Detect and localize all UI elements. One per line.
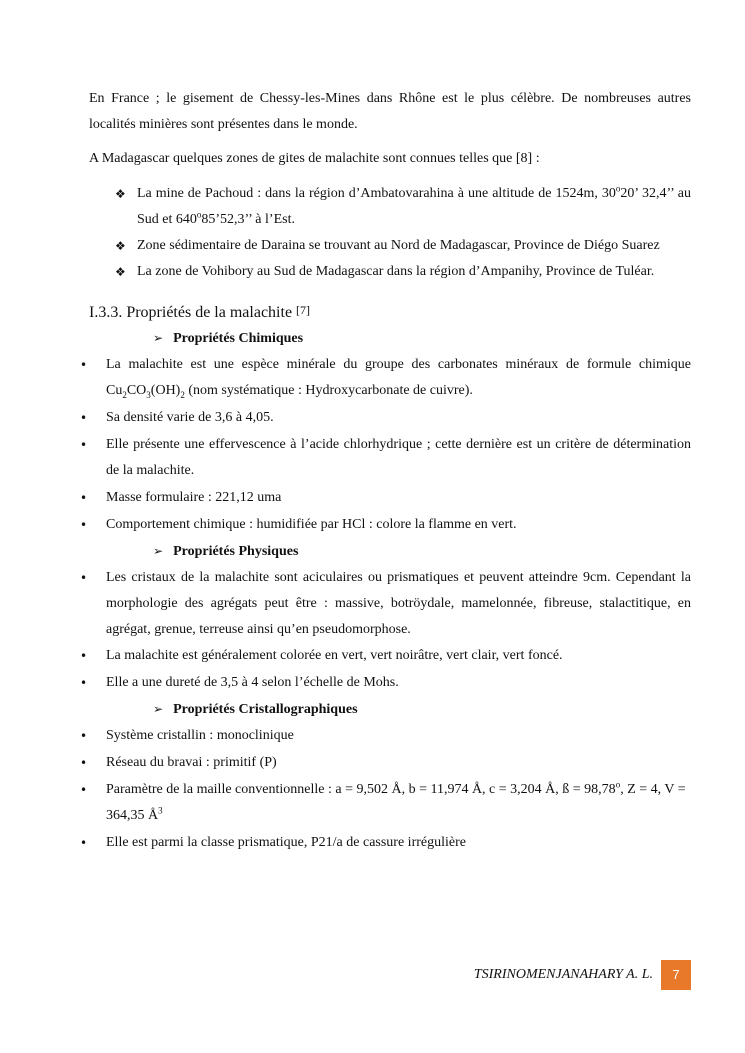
section-reference: [7] <box>296 303 311 317</box>
intro-paragraph-madagascar: A Madagascar quelques zones de gites de malachite sont connues telles que [8] : <box>89 151 540 166</box>
bullet-icon: • <box>80 649 88 663</box>
physical-item-color: • La malachite est généralement colorée en vert, vert noirâtre, vert clair, vert foncé. <box>80 643 691 669</box>
chemical-item-mass: • Masse formulaire : 221,12 uma <box>80 485 691 511</box>
crystal-item-parameters: • Paramètre de la maille conventionnelle : a = 9,502 Å, b = 11,974 Å, c = 3,204 Å, ß = $98,78^o$, Z = 4, V = 364,35 $Å^3$ <box>80 777 691 829</box>
bullet-icon: • <box>80 411 88 425</box>
diamond-bullet-icon: ❖ <box>115 265 126 279</box>
section-heading: I.3.3. Propriétés de la malachite [7] <box>89 303 311 321</box>
subheading-physical: ➢ Propriétés Physiques <box>153 544 299 559</box>
physical-item-crystals: • Les cristaux de la malachite sont aciculaires ou prismatiques et peuvent atteindre 9cm. Cependant la morphologie des agrégats peut être : massive, botröydale, mamelonnée, fibreuse, stalactitique, en agrégat, grenue, terreuse ainsi qu’en pseudomorphose. <box>80 565 691 643</box>
crystal-item-system: • Système cristallin : monoclinique <box>80 723 691 749</box>
diamond-bullet-icon: ❖ <box>115 187 126 201</box>
subheading-crystallographic: ➢ Propriétés Cristallographiques <box>153 702 358 717</box>
bullet-icon: • <box>80 756 88 770</box>
chemical-item-effervescence: • Elle présente une effervescence à l’acide chlorhydrique ; cette dernière est un critère de détermination de la malachite. <box>80 432 691 484</box>
bullet-icon: • <box>80 676 88 690</box>
footer-author: TSIRINOMENJANAHARY A. L. <box>473 967 653 982</box>
bullet-icon: • <box>80 518 88 532</box>
bullet-icon: • <box>80 729 88 743</box>
arrow-bullet-icon: ➢ <box>153 331 164 345</box>
diamond-bullet-icon: ❖ <box>115 239 126 253</box>
bullet-icon: • <box>80 783 88 797</box>
chemical-item-formula: • La malachite est une espèce minérale du groupe des carbonates minéraux de formule chimique $Cu_2CO_3(OH)_2$ (nom systématique : Hydroxycarbonate de cuivre). <box>80 352 691 404</box>
mine-item-daraina: ❖ Zone sédimentaire de Daraina se trouvant au Nord de Madagascar, Province de Diégo Suarez <box>115 233 691 259</box>
bullet-icon: • <box>80 836 88 850</box>
mine-item-vohibory: ❖ La zone de Vohibory au Sud de Madagascar dans la région d’Ampanihy, Province de Tuléar. <box>115 259 691 285</box>
arrow-bullet-icon: ➢ <box>153 702 164 716</box>
page-number: 7 <box>661 960 691 990</box>
physical-item-hardness: • Elle a une dureté de 3,5 à 4 selon l’échelle de Mohs. <box>80 670 691 696</box>
bullet-icon: • <box>80 358 88 372</box>
arrow-bullet-icon: ➢ <box>153 544 164 558</box>
mine-item-pachoud: ❖ La mine de Pachoud : dans la région d’Ambatovarahina à une altitude de 1524m, 30$^o$20’ 32,4’’ au Sud et 640$^o$85’52,3’’ à l’Est. <box>115 181 691 233</box>
bullet-icon: • <box>80 438 88 452</box>
crystal-item-class: • Elle est parmi la classe prismatique, P21/a de cassure irrégulière <box>80 830 691 856</box>
chemical-item-behaviour: • Comportement chimique : humidifiée par HCl : colore la flamme en vert. <box>80 512 691 538</box>
crystal-item-lattice: • Réseau du bravai : primitif (P) <box>80 750 691 776</box>
bullet-icon: • <box>80 491 88 505</box>
subheading-chemical: ➢ Propriétés Chimiques <box>153 331 304 346</box>
chemical-item-density: • Sa densité varie de 3,6 à 4,05. <box>80 405 691 431</box>
intro-paragraph-france: En France ; le gisement de Chessy-les-Mines dans Rhône est le plus célèbre. De nombreuses autres localités minières sont présentes dans le monde. <box>89 91 691 132</box>
bullet-icon: • <box>80 571 88 585</box>
